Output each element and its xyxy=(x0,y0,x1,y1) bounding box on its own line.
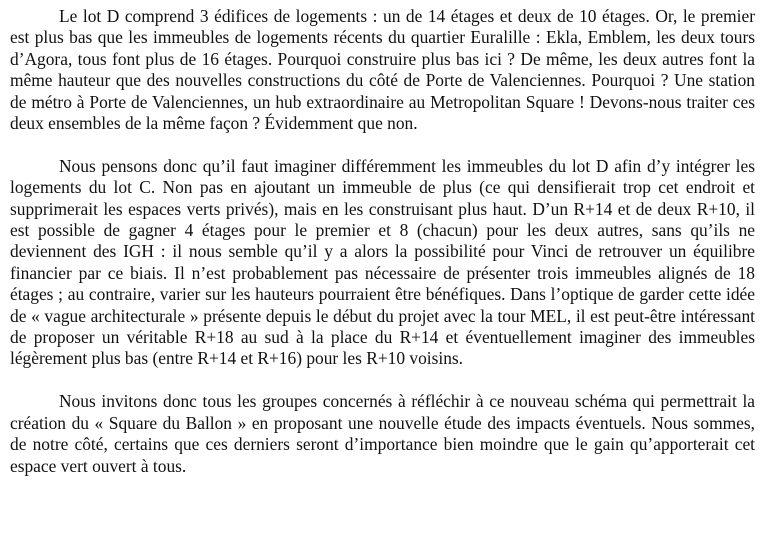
paragraph-conclusion: Nous invitons donc tous les groupes concernés à réfléchir à ce nouveau schéma qui permettrait la création du « Square du Ballon » en proposant une nouvelle étude des impacts éventuels. Nous sommes, de notre côté, certains que ces derniers seront d’importance bien moindre que le gain qu’apporterait cet espace vert ouvert à tous. xyxy=(10,391,755,476)
paragraph-lot-d-intro: Le lot D comprend 3 édifices de logements : un de 14 étages et deux de 10 étages. Or, le premier est plus bas que les immeubles de logements récents du quartier Euralille : Ekla, Emblem, les deux tours d’Agora, tous font plus de 16 étages. Pourquoi construire plus bas ici ? De même, les deux autres font la même hauteur que des nouvelles constructions du côté de Porte de Valenciennes. Pourquoi ? Une station de métro à Porte de Valenciennes, un hub extraordinaire au Metropolitan Square ! Devons-nous traiter ces deux ensembles de la même façon ? Évidemment que non. xyxy=(10,6,755,134)
paragraph-proposal: Nous pensons donc qu’il faut imaginer différemment les immeubles du lot D afin d’y intégrer les logements du lot C. Non pas en ajoutant un immeuble de plus (ce qui densifierait trop cet endroit et supprimerait les espaces verts privés), mais en les construisant plus haut. D’un R+14 et de deux R+10, il est possible de gagner 4 étages pour le premier et 8 (chacun) pour les deux autres, sans qu’ils ne deviennent des IGH : il nous semble qu’il y a alors la possibilité pour Vinci de retrouver un équilibre financier par ce biais. Il n’est probablement pas nécessaire de présenter trois immeubles alignés de 18 étages ; au contraire, varier sur les hauteurs pourraient être bénéfiques. Dans l’optique de garder cette idée de « vague architecturale » présente depuis le début du projet avec la tour MEL, il est peut-être intéressant de proposer un véritable R+18 au sud à la place du R+14 et éventuellement imaginer des immeubles légèrement plus bas (entre R+14 et R+16) pour les R+10 voisins. xyxy=(10,155,755,369)
